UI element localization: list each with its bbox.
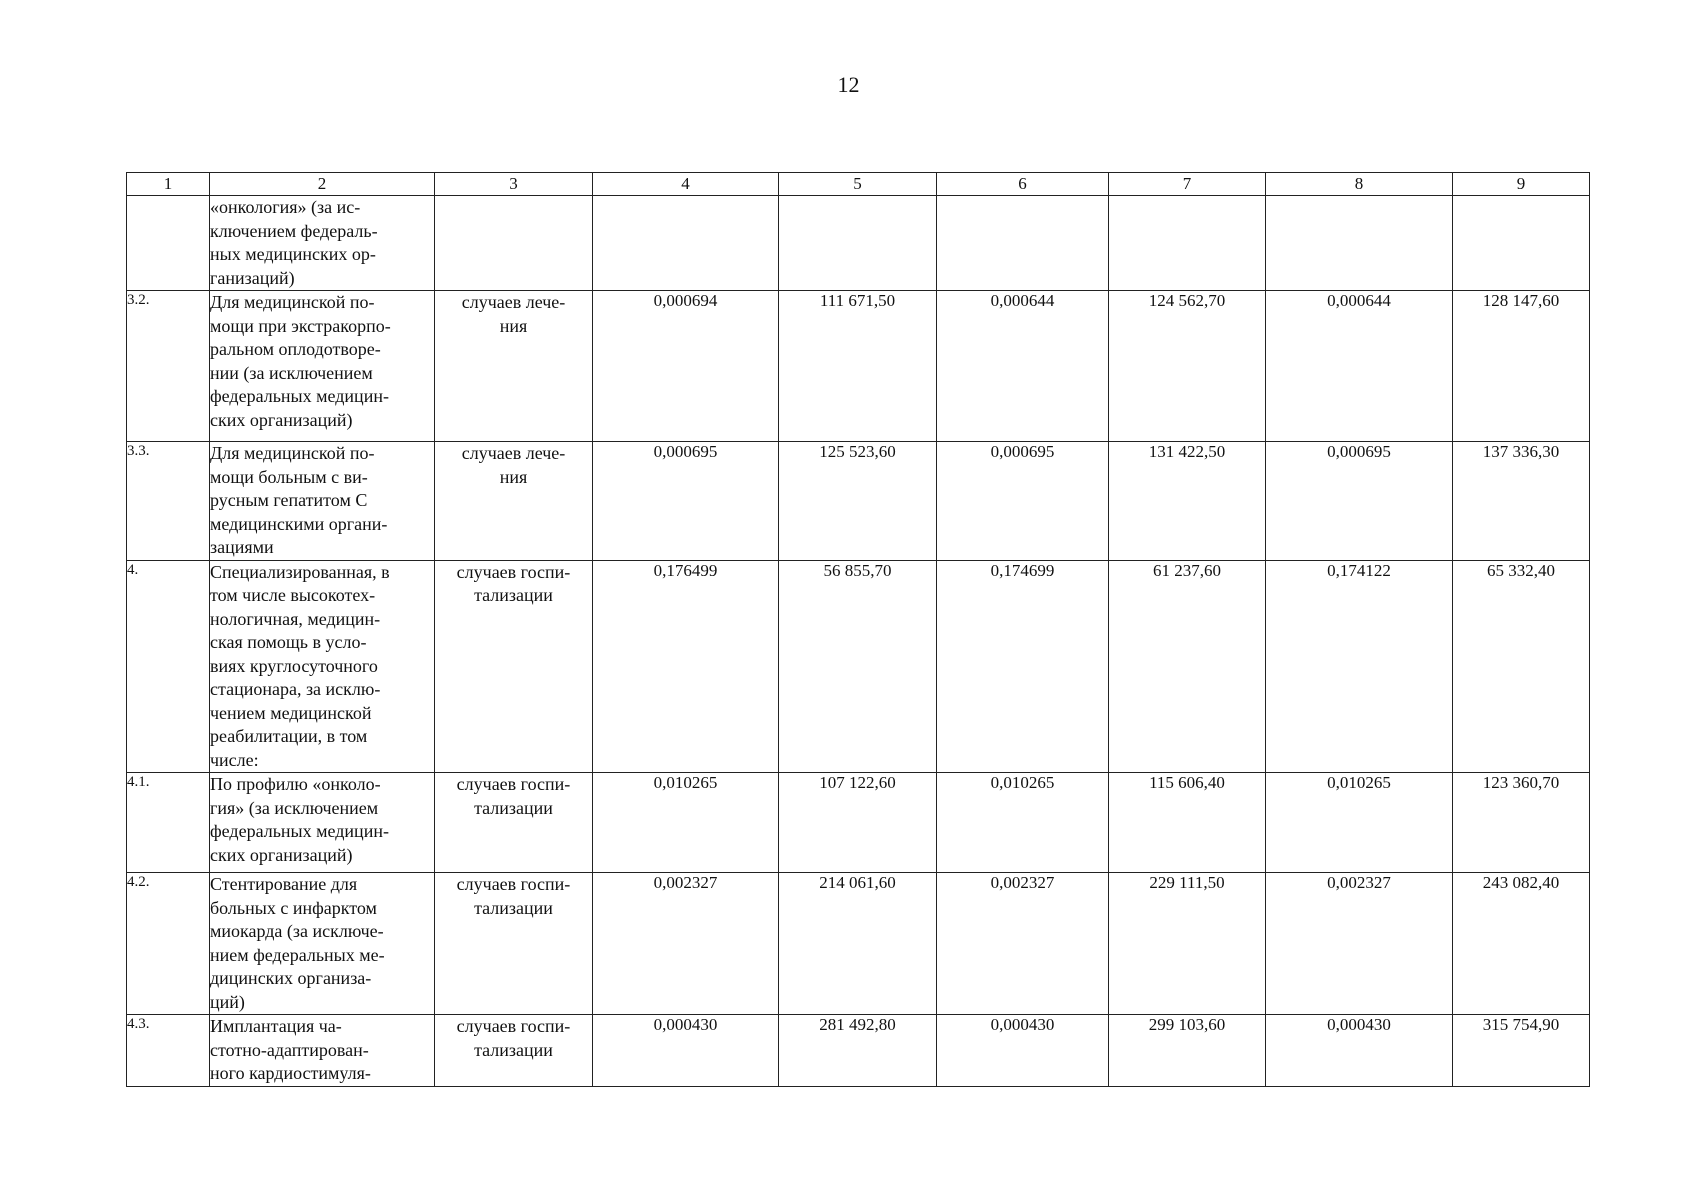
- row-name-line: ганизаций): [210, 267, 295, 288]
- row-unit-line: тализации: [474, 585, 553, 605]
- value-cell: [1266, 196, 1453, 291]
- row-number: 4.3.: [127, 1015, 210, 1087]
- row-unit: [435, 1015, 593, 1087]
- value-cell: 243 082,40: [1453, 873, 1590, 1015]
- value-cell: 125 523,60: [779, 442, 937, 561]
- value-cell: 0,010265: [1266, 773, 1453, 873]
- row-name-line: русным гепатитом С: [210, 490, 368, 510]
- value-cell: 0,000694: [593, 291, 779, 442]
- value-cell: 0,176499: [593, 560, 779, 773]
- row-name-line: ская помощь в усло-: [210, 632, 367, 652]
- table-row: [127, 773, 1590, 873]
- row-name-line: нием федеральных ме-: [210, 944, 385, 965]
- row-number: 4.2.: [127, 873, 210, 1015]
- row-number: 3.3.: [127, 442, 210, 561]
- row-unit-line: случаев лече-: [461, 292, 566, 312]
- row-name-line: мощи больным с ви-: [210, 466, 368, 487]
- row-unit: [435, 773, 593, 873]
- row-name: [210, 560, 435, 773]
- value-cell: 115 606,40: [1109, 773, 1266, 873]
- row-name-line: ских организаций): [210, 409, 353, 430]
- row-name-line: стационара, за исклю-: [210, 679, 381, 699]
- row-unit: [435, 560, 593, 773]
- value-cell: 123 360,70: [1453, 773, 1590, 873]
- table-row: [127, 873, 1590, 1015]
- value-cell: 61 237,60: [1109, 560, 1266, 773]
- row-name-line: нии (за исключением: [210, 362, 373, 383]
- row-unit-line: случаев лече-: [461, 443, 566, 463]
- value-cell: 65 332,40: [1453, 560, 1590, 773]
- row-name-line: миокарда (за исключе-: [210, 921, 384, 941]
- value-cell: 315 754,90: [1453, 1015, 1590, 1087]
- column-header: 8: [1266, 173, 1453, 196]
- row-name-line: федеральных медицин-: [210, 821, 389, 841]
- table-row: [127, 196, 1590, 291]
- row-name-line: нологичная, медицин-: [210, 608, 381, 629]
- row-unit: [435, 442, 593, 561]
- value-cell: 281 492,80: [779, 1015, 937, 1087]
- row-number: 4.: [127, 560, 210, 773]
- row-unit-line: тализации: [474, 797, 553, 818]
- value-cell: 0,002327: [1266, 873, 1453, 1015]
- row-unit-line: ния: [499, 315, 528, 336]
- column-header: 7: [1109, 173, 1266, 196]
- table-row: [127, 1015, 1590, 1087]
- row-unit-line: случаев госпи-: [456, 561, 571, 582]
- column-header: 3: [435, 173, 593, 196]
- value-cell: 299 103,60: [1109, 1015, 1266, 1087]
- table-row: [127, 560, 1590, 773]
- table-row: [127, 291, 1590, 442]
- value-cell: 0,010265: [593, 773, 779, 873]
- value-cell: [1109, 196, 1266, 291]
- value-cell: 0,000695: [593, 442, 779, 561]
- page-number: 12: [837, 72, 860, 97]
- column-header: 2: [210, 173, 435, 196]
- value-cell: [1453, 196, 1590, 291]
- row-unit-line: случаев госпи-: [456, 1016, 571, 1036]
- value-cell: 0,174122: [1266, 560, 1453, 773]
- row-name-line: ных медицинских ор-: [210, 244, 376, 264]
- value-cell: 0,000430: [1266, 1015, 1453, 1087]
- table-header-row: [127, 173, 1590, 196]
- table-row: [127, 442, 1590, 561]
- row-unit-line: ния: [499, 466, 528, 487]
- value-cell: 0,000430: [937, 1015, 1109, 1087]
- row-name-line: Для медицинской по-: [210, 443, 375, 463]
- row-unit-line: тализации: [474, 897, 553, 918]
- value-cell: 56 855,70: [779, 560, 937, 773]
- row-name: [210, 1015, 435, 1087]
- value-cell: 0,174699: [937, 560, 1109, 773]
- row-name: [210, 442, 435, 561]
- row-name-line: числе:: [210, 749, 259, 770]
- row-number: [127, 196, 210, 291]
- column-header: 6: [937, 173, 1109, 196]
- row-unit-line: случаев госпи-: [456, 874, 571, 894]
- column-header: 9: [1453, 173, 1590, 196]
- row-name-line: Имплантация ча-: [210, 1016, 342, 1036]
- value-cell: 229 111,50: [1109, 873, 1266, 1015]
- value-cell: 128 147,60: [1453, 291, 1590, 442]
- row-name-line: ного кардиостимуля-: [210, 1063, 371, 1083]
- value-cell: [937, 196, 1109, 291]
- value-cell: 131 422,50: [1109, 442, 1266, 561]
- row-name-line: гия» (за исключением: [210, 797, 379, 818]
- value-cell: 0,000644: [937, 291, 1109, 442]
- row-unit: [435, 873, 593, 1015]
- value-cell: 137 336,30: [1453, 442, 1590, 561]
- value-cell: 0,010265: [937, 773, 1109, 873]
- row-name-line: Специализированная, в: [210, 561, 390, 582]
- row-name-line: медицинскими органи-: [210, 513, 388, 534]
- row-name-line: дицинских организа-: [210, 968, 372, 988]
- row-name-line: том числе высокотех-: [210, 585, 376, 605]
- value-cell: 111 671,50: [779, 291, 937, 442]
- row-name-line: виях круглосуточного: [210, 655, 378, 676]
- row-number: 3.2.: [127, 291, 210, 442]
- row-number: 4.1.: [127, 773, 210, 873]
- row-name: [210, 196, 435, 291]
- row-unit: [435, 291, 593, 442]
- row-name-line: больных с инфарктом: [210, 897, 377, 918]
- row-name-line: ключением федераль-: [210, 220, 378, 241]
- row-name-line: ских организаций): [210, 844, 353, 865]
- row-name-line: ций): [210, 991, 245, 1012]
- row-unit-line: тализации: [474, 1039, 553, 1060]
- row-name-line: ральном оплодотворе-: [210, 339, 381, 359]
- value-cell: 0,002327: [937, 873, 1109, 1015]
- row-name-line: зациями: [210, 537, 274, 557]
- row-name-line: «онкология» (за ис-: [210, 197, 361, 217]
- row-unit: [435, 196, 593, 291]
- tariff-table: [126, 172, 1590, 1087]
- row-name-line: По профилю «онколо-: [210, 774, 381, 794]
- row-name-line: федеральных медицин-: [210, 386, 389, 406]
- value-cell: 0,000695: [937, 442, 1109, 561]
- value-cell: 0,000695: [1266, 442, 1453, 561]
- value-cell: 214 061,60: [779, 873, 937, 1015]
- column-header: 1: [127, 173, 210, 196]
- row-name: [210, 873, 435, 1015]
- row-name-line: мощи при экстракорпо-: [210, 315, 391, 336]
- row-name-line: Для медицинской по-: [210, 292, 375, 312]
- value-cell: 0,000644: [1266, 291, 1453, 442]
- row-name-line: Стентирование для: [210, 874, 358, 894]
- row-name-line: реабилитации, в том: [210, 726, 368, 746]
- column-header: 4: [593, 173, 779, 196]
- row-name-line: чением медицинской: [210, 702, 372, 723]
- value-cell: 0,002327: [593, 873, 779, 1015]
- value-cell: 0,000430: [593, 1015, 779, 1087]
- value-cell: 124 562,70: [1109, 291, 1266, 442]
- value-cell: 107 122,60: [779, 773, 937, 873]
- column-header: 5: [779, 173, 937, 196]
- row-name-line: стотно-адаптирован-: [210, 1039, 369, 1060]
- value-cell: [779, 196, 937, 291]
- row-name: [210, 773, 435, 873]
- row-unit-line: случаев госпи-: [456, 774, 571, 794]
- row-name: [210, 291, 435, 442]
- value-cell: [593, 196, 779, 291]
